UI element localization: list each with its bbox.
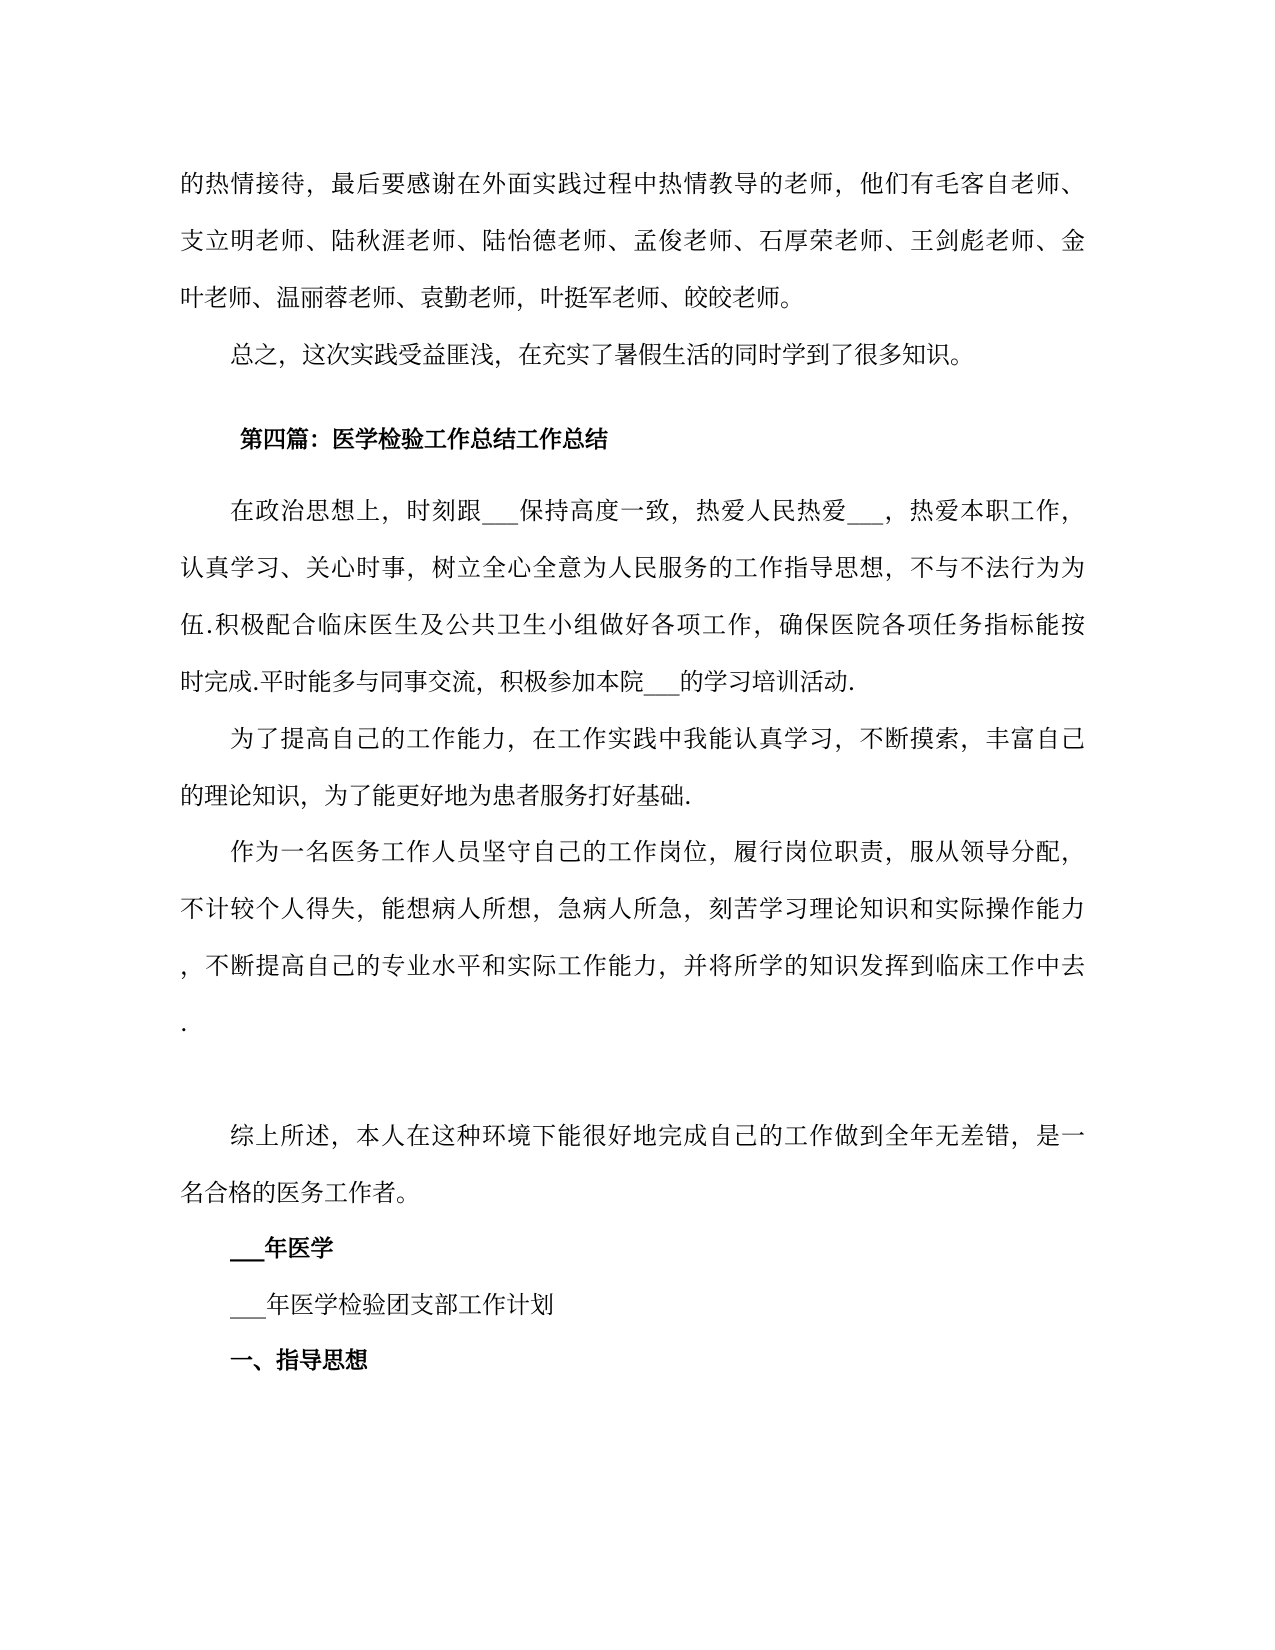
section-heading: 第四篇：医学检验工作总结工作总结 — [240, 427, 608, 453]
paragraph-line: 叶老师、温丽蓉老师、袁勤老师，叶挺军老师、皎皎老师。 — [180, 284, 804, 312]
sub-heading: 一、指导思想 — [230, 1348, 368, 1374]
paragraph-line: 名合格的医务工作者。 — [180, 1179, 420, 1207]
paragraph-line: 作为一名医务工作人员坚守自己的工作岗位，履行岗位职责，服从领导分配， — [230, 838, 1085, 866]
paragraph-line: 总之，这次实践受益匪浅，在充实了暑假生活的同时学到了很多知识。 — [230, 341, 974, 369]
paragraph-line: . — [180, 1009, 188, 1037]
paragraph-line: 的热情接待，最后要感谢在外面实践过程中热情教导的老师，他们有毛客自老师、 — [180, 170, 1085, 198]
paragraph-line: 时完成.平时能多与同事交流，积极参加本院___的学习培训活动. — [180, 668, 856, 696]
sub-heading: ___年医学 — [230, 1236, 334, 1262]
paragraph-line: 支立明老师、陆秋涯老师、陆怡德老师、孟俊老师、石厚荣老师、王剑彪老师、金 — [180, 227, 1085, 255]
paragraph-line: 在政治思想上，时刻跟___保持高度一致，热爱人民热爱___，热爱本职工作， — [230, 497, 1085, 525]
paragraph-line: 综上所述，本人在这种环境下能很好地完成自己的工作做到全年无差错，是一 — [230, 1122, 1085, 1150]
paragraph-line: ，不断提高自己的专业水平和实际工作能力，并将所学的知识发挥到临床工作中去 — [180, 952, 1085, 980]
paragraph-line: 不计较个人得失，能想病人所想，急病人所急，刻苦学习理论知识和实际操作能力 — [180, 895, 1085, 923]
paragraph-line: 认真学习、关心时事，树立全心全意为人民服务的工作指导思想，不与不法行为为 — [180, 554, 1085, 582]
paragraph-line: 的理论知识，为了能更好地为患者服务打好基础. — [180, 782, 692, 810]
paragraph-line: ___年医学检验团支部工作计划 — [230, 1291, 554, 1319]
paragraph-line: 为了提高自己的工作能力，在工作实践中我能认真学习，不断摸索，丰富自己 — [230, 725, 1085, 753]
paragraph-line: 伍.积极配合临床医生及公共卫生小组做好各项工作，确保医院各项任务指标能按 — [180, 611, 1085, 639]
